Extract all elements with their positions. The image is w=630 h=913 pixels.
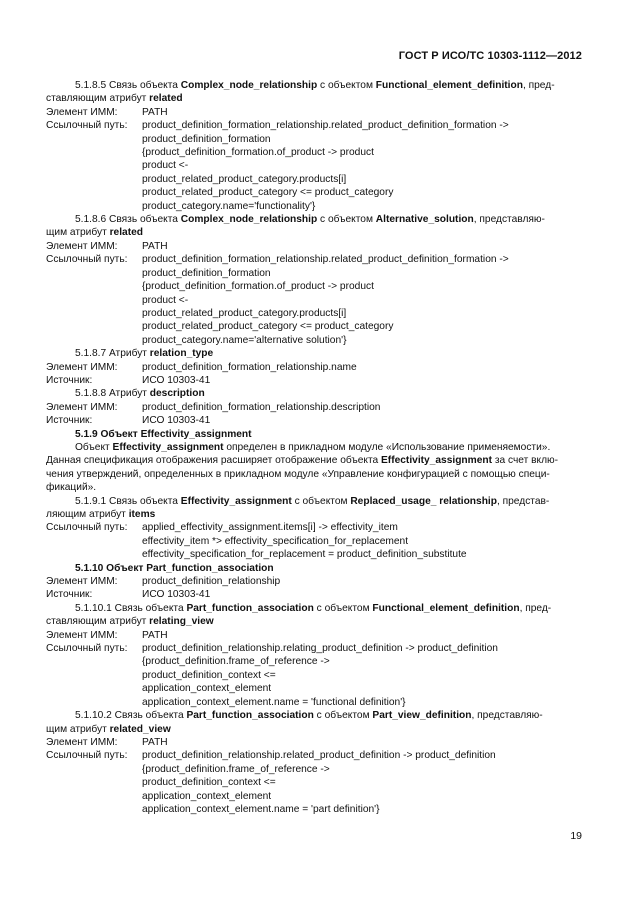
source-row: Источник: ИСО 10303-41	[46, 589, 211, 601]
reference-path-continuation: {product_definition.frame_of_reference -> product_definition_context <= application_context_element application_context_element.name = 'part definition'}	[142, 763, 380, 815]
clause-5-1-10-1-title-cont: ставляющим атрибут relating_view	[46, 616, 214, 628]
clause-5-1-9-body: Объект Effectivity_assignment определен в прикладном модуле «Использование применяемости».	[75, 441, 551, 453]
source-row: Источник: ИСО 10303-41	[46, 415, 211, 427]
clause-5-1-9-1-title: 5.1.9.1 Связь объекта Effectivity_assignment с объектом Replaced_usage_ relationship, представ-	[75, 495, 550, 507]
clause-5-1-8-6-title: 5.1.8.6 Связь объекта Complex_node_relationship с объектом Alternative_solution, представляю-	[75, 214, 545, 226]
imm-element-row: Элемент ИММ: product_definition_relationship	[46, 576, 281, 588]
reference-path-continuation: product_definition_formation {product_definition_formation.of_product -> product product <- product_related_product_category.products[i] product_related_product_category <= product_category product_category.name='alternative solution'}	[142, 267, 394, 346]
reference-path-continuation: product_definition_formation {product_definition_formation.of_product -> product product <- product_related_product_category.products[i] product_related_product_category <= product_category product_category.name='functionality'}	[142, 133, 394, 212]
clause-5-1-10-1-title: 5.1.10.1 Связь объекта Part_function_association с объектом Functional_element_definition, пред-	[75, 602, 552, 614]
clause-5-1-9-body-cont: фикаций».	[46, 482, 97, 494]
reference-path-continuation: effectivity_item *> effectivity_specification_for_replacement effectivity_specification_for_replacement = product_definition_substitute	[142, 535, 467, 561]
imm-element-row: Элемент ИММ: PATH	[46, 106, 168, 118]
clause-5-1-10-2-title: 5.1.10.2 Связь объекта Part_function_association с объектом Part_view_definition, представляю-	[75, 710, 543, 722]
reference-path-row: Ссылочный путь: product_definition_relationship.related_product_definition -> product_definition	[46, 750, 496, 762]
clause-5-1-8-5-title-cont: ставляющим атрибут related	[46, 93, 183, 105]
document-header: ГОСТ Р ИСО/ТС 10303-1112—2012	[398, 50, 582, 62]
imm-element-row: Элемент ИММ: PATH	[46, 629, 168, 641]
clause-5-1-8-6-title-cont: щим атрибут related	[46, 227, 143, 239]
imm-element-row: Элемент ИММ: PATH	[46, 736, 168, 748]
imm-element-row: Элемент ИММ: PATH	[46, 240, 168, 252]
reference-path-row: Ссылочный путь: product_definition_relationship.relating_product_definition -> product_definition	[46, 643, 498, 655]
clause-5-1-8-8-title: 5.1.8.8 Атрибут description	[75, 388, 205, 400]
page-content	[46, 79, 584, 816]
clause-5-1-10-2-title-cont: щим атрибут related_view	[46, 723, 171, 735]
source-row: Источник: ИСО 10303-41	[46, 374, 211, 386]
imm-element-row: Элемент ИММ: product_definition_formation_relationship.description	[46, 401, 381, 413]
clause-5-1-8-5-title: 5.1.8.5 Связь объекта Complex_node_relationship с объектом Functional_element_definition, пред-	[75, 80, 555, 91]
page-number: 19	[570, 830, 582, 842]
clause-5-1-9-heading: 5.1.9 Объект Effectivity_assignment	[75, 428, 252, 440]
clause-5-1-10-heading: 5.1.10 Объект Part_function_association	[75, 562, 274, 574]
clause-5-1-9-body-cont: Данная спецификация отображения расширяет отображение объекта Effectivity_assignment за счет вклю-	[46, 455, 559, 467]
clause-5-1-9-body-cont: чения утверждений, определенных в прикладном модуле «Управление конфигурацией с помощью специ-	[46, 468, 550, 480]
imm-element-row: Элемент ИММ: product_definition_formation_relationship.name	[46, 361, 357, 373]
clause-5-1-9-1-title-cont: ляющим атрибут items	[46, 509, 156, 520]
reference-path-row: Ссылочный путь: applied_effectivity_assignment.items[i] -> effectivity_item	[46, 522, 398, 534]
clause-5-1-8-7-title: 5.1.8.7 Атрибут relation_type	[75, 348, 214, 360]
reference-path-continuation: {product_definition.frame_of_reference -> product_definition_context <= application_context_element application_context_element.name = 'functional definition'}	[142, 656, 406, 708]
reference-path-row: Ссылочный путь: product_definition_formation_relationship.related_product_definition_formation ->	[46, 120, 509, 132]
reference-path-row: Ссылочный путь: product_definition_formation_relationship.related_product_definition_formation ->	[46, 254, 509, 266]
